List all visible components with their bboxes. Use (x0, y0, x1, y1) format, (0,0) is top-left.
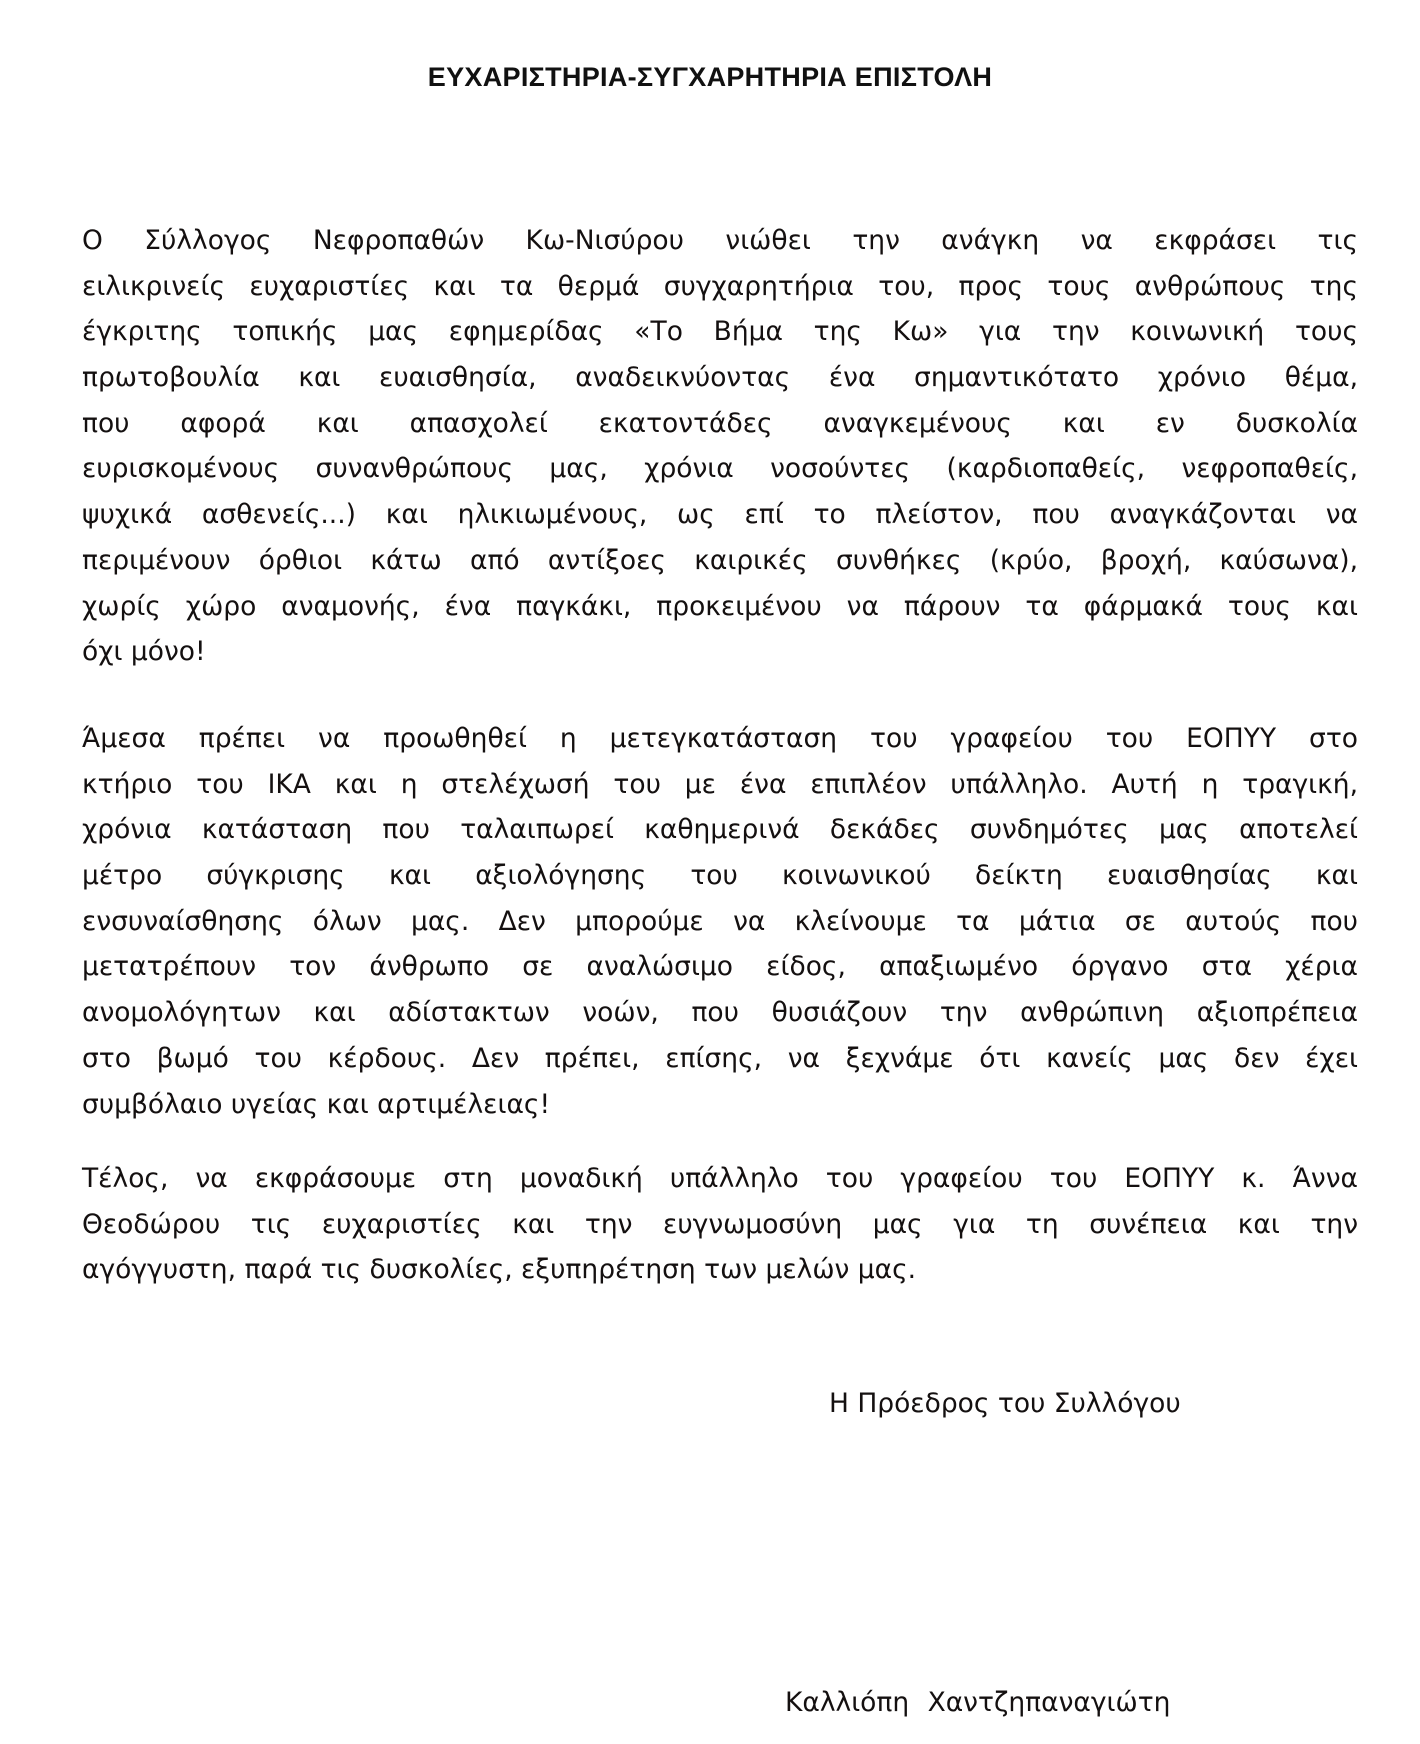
signature-name: Καλλιόπη Χαντζηπαναγιώτη (785, 1687, 1171, 1718)
text-line: ευρισκομένους συνανθρώπους μας, χρόνια νοσούντες (καρδιοπαθείς, νεφροπαθείς, (82, 453, 1358, 485)
paragraph-2 (82, 716, 1358, 1127)
text-line: έγκριτης τοπικής μας εφημερίδας «Το Βήμα της Κω» για την κοινωνική τους (82, 316, 1358, 348)
text-line: ενσυναίσθησης όλων μας. Δεν μπορούμε να κλείνουμε τα μάτια σε αυτούς που (82, 905, 1358, 937)
paragraph-3 (82, 1156, 1358, 1293)
text-line: που αφορά και απασχολεί εκατοντάδες αναγκεμένους και εν δυσκολία (82, 407, 1358, 439)
text-line: ψυχικά ασθενείς...) και ηλικιωμένους, ως επί το πλείστον, που αναγκάζονται να (82, 499, 1358, 531)
text-line: αγόγγυστη, παρά τις δυσκολίες, εξυπηρέτηση των μελών μας. (82, 1254, 917, 1286)
text-line: πρωτοβουλία και ευαισθησία, αναδεικνύοντας ένα σημαντικότατο χρόνιο θέμα, (82, 362, 1358, 394)
text-line: όχι μόνο! (82, 636, 206, 668)
text-line: Ο Σύλλογος Νεφροπαθών Κω-Νισύρου νιώθει την ανάγκη να εκφράσει τις (82, 225, 1358, 256)
text-line: Άμεσα πρέπει να προωθηθεί η μετεγκατάσταση του γραφείου του ΕΟΠΥΥ στο (82, 723, 1358, 754)
text-line: ανομολόγητων και αδίστακτων νοών, που θυσιάζουν την ανθρώπινη αξιοπρέπεια (82, 997, 1358, 1029)
signature-role: Η Πρόεδρος του Συλλόγου (829, 1388, 1181, 1419)
text-line: ειλικρινείς ευχαριστίες και τα θερμά συγχαρητήρια του, προς τους ανθρώπους της (82, 270, 1358, 302)
text-line: κτήριο του ΙΚΑ και η στελέχωσή του με ένα επιπλέον υπάλληλο. Αυτή η τραγική, (82, 768, 1358, 800)
paragraph-1 (82, 218, 1358, 675)
text-line: χρόνια κατάσταση που ταλαιπωρεί καθημερινά δεκάδες συνδημότες μας αποτελεί (82, 814, 1358, 846)
letter-title: ΕΥΧΑΡΙΣΤΗΡΙΑ-ΣΥΓΧΑΡΗΤΗΡΙΑ ΕΠΙΣΤΟΛΗ (427, 62, 993, 92)
text-line: στο βωμό του κέρδους. Δεν πρέπει, επίσης, να ξεχνάμε ότι κανείς μας δεν έχει (82, 1042, 1358, 1074)
text-line: μετατρέπουν τον άνθρωπο σε αναλώσιμο είδος, απαξιωμένο όργανο στα χέρια (82, 951, 1358, 983)
text-line: Θεοδώρου τις ευχαριστίες και την ευγνωμοσύνη μας για τη συνέπεια και την (82, 1208, 1358, 1240)
text-line: περιμένουν όρθιοι κάτω από αντίξοες καιρικές συνθήκες (κρύο, βροχή, καύσωνα), (82, 544, 1358, 576)
text-line: μέτρο σύγκρισης και αξιολόγησης του κοινωνικού δείκτη ευαισθησίας και (82, 860, 1358, 892)
text-line: συμβόλαιο υγείας και αρτιμέλειας! (82, 1088, 551, 1120)
text-line: χωρίς χώρο αναμονής, ένα παγκάκι, προκειμένου να πάρουν τα φάρμακά τους και (82, 590, 1358, 622)
text-line: Τέλος, να εκφράσουμε στη μοναδική υπάλληλο του γραφείου του ΕΟΠΥΥ κ. Άννα (82, 1163, 1358, 1194)
